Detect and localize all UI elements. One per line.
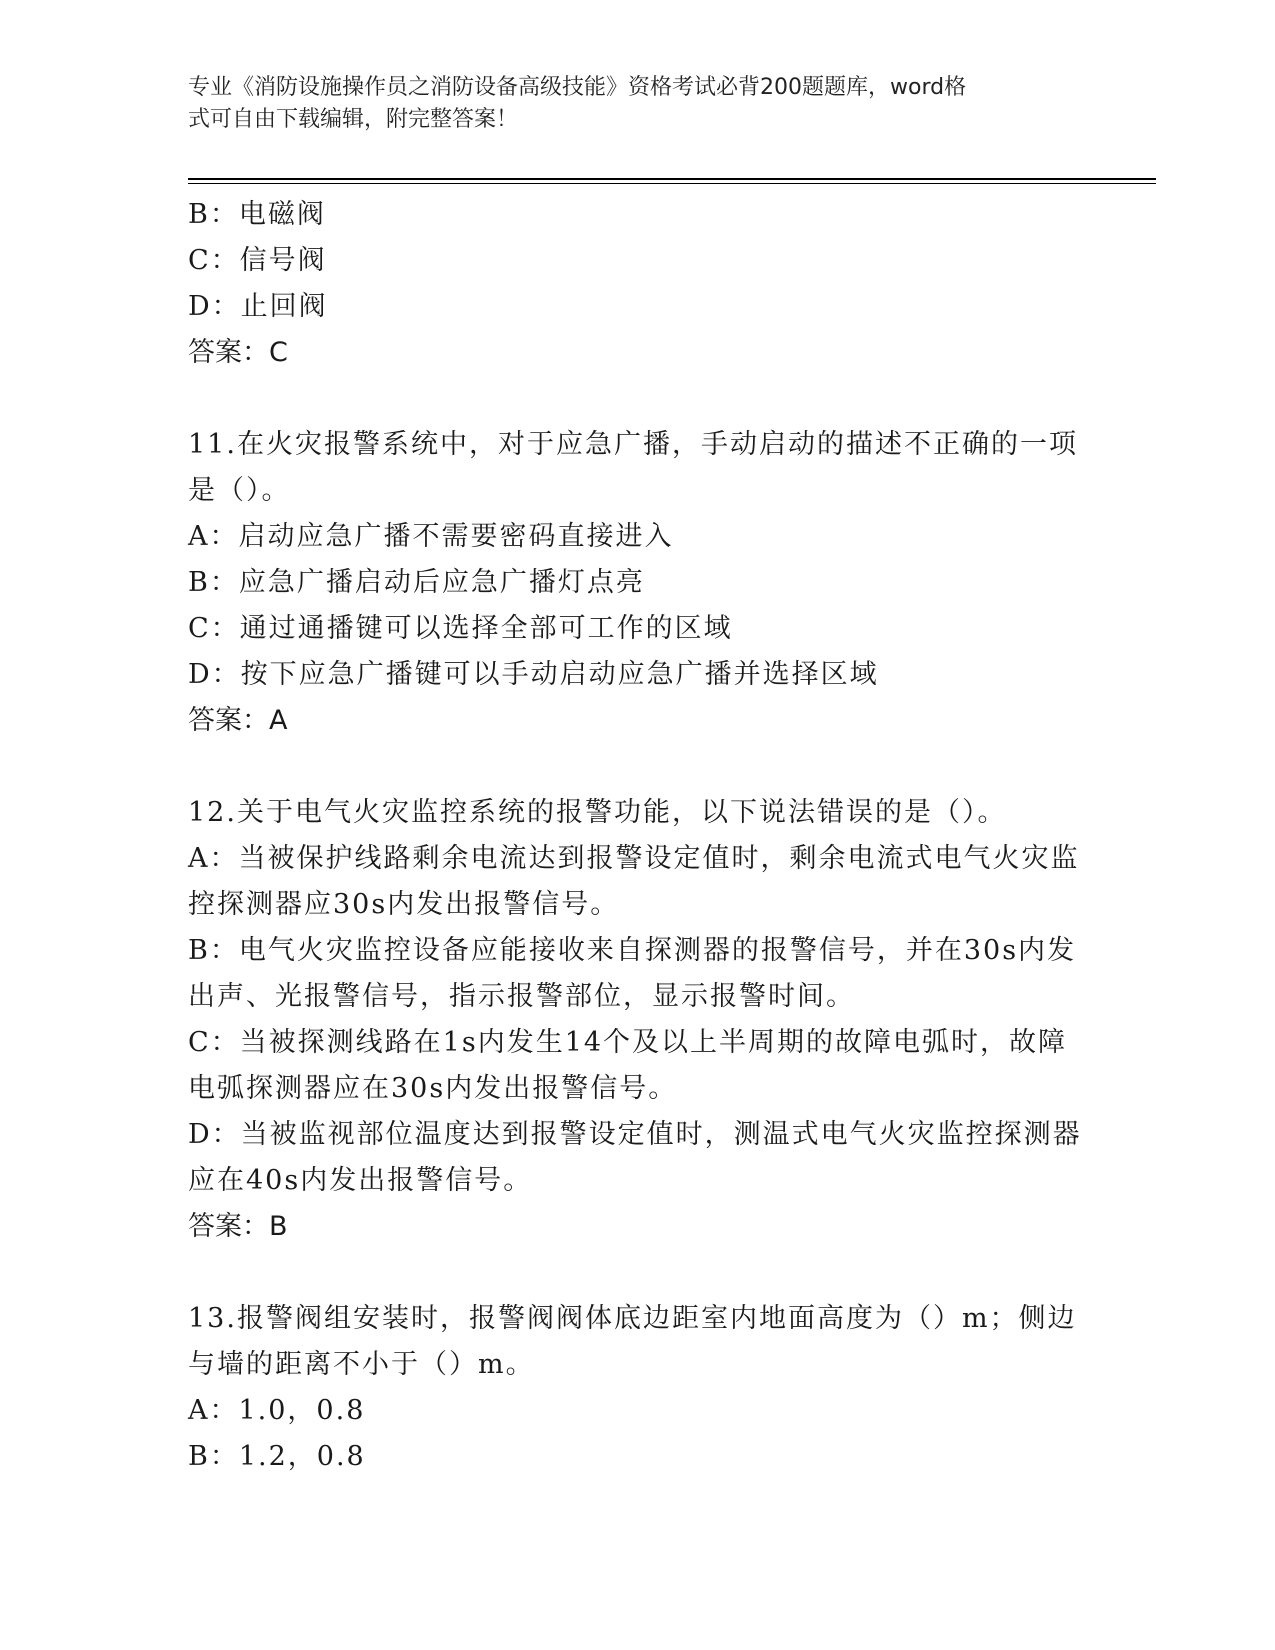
option-a: A：1.0，0.8 (188, 1395, 366, 1426)
header-divider-thick (188, 178, 1156, 180)
question-11 (188, 422, 1078, 744)
option-c: C：信号阀 (188, 245, 327, 276)
option-c-continued: 电弧探测器应在30s内发出报警信号。 (188, 1073, 678, 1104)
option-d: D：止回阀 (188, 291, 328, 322)
option-b: B：电气火灾监控设备应能接收来自探测器的报警信号，并在30s内发 (188, 935, 1077, 966)
question-stem-continued: 是（）。 (188, 475, 291, 506)
option-c: C：当被探测线路在1s内发生14个及以上半周期的故障电弧时，故障 (188, 1027, 1068, 1058)
option-a-continued: 控探测器应30s内发出报警信号。 (188, 889, 620, 920)
answer-line: 答案：A (188, 705, 288, 736)
option-a: A：启动应急广播不需要密码直接进入 (188, 521, 674, 552)
answer-line: 答案：C (188, 337, 288, 368)
question-stem: 13.报警阀组安装时，报警阀阀体底边距室内地面高度为（）m；侧边 (188, 1303, 1077, 1334)
header-divider-thin (188, 183, 1156, 184)
spacer (188, 376, 1078, 422)
option-b: B：1.2，0.8 (188, 1441, 366, 1472)
question-12 (188, 790, 1082, 1250)
option-d: D：按下应急广播键可以手动启动应急广播并选择区域 (188, 659, 879, 690)
spacer (188, 1250, 1078, 1296)
question-13 (188, 1296, 1078, 1480)
option-b: B：电磁阀 (188, 199, 326, 230)
question-stem-continued: 与墙的距离不小于（）m。 (188, 1349, 535, 1380)
document-header (188, 72, 1068, 136)
question-stem: 11.在火灾报警系统中，对于应急广播，手动启动的描述不正确的一项 (188, 429, 1078, 460)
option-d-continued: 应在40s内发出报警信号。 (188, 1165, 533, 1196)
question-10-tail (188, 192, 1078, 376)
header-line-1: 专业《消防设施操作员之消防设备高级技能》资格考试必背200题题库，word格 (188, 75, 967, 100)
option-d: D：当被监视部位温度达到报警设定值时，测温式电气火灾监控探测器 (188, 1119, 1082, 1150)
answer-line: 答案：B (188, 1211, 288, 1242)
question-stem: 12.关于电气火灾监控系统的报警功能，以下说法错误的是（）。 (188, 797, 1007, 828)
spacer (188, 744, 1078, 790)
option-b-continued: 出声、光报警信号，指示报警部位，显示报警时间。 (188, 981, 855, 1012)
question-content (188, 192, 1082, 1480)
option-b: B：应急广播启动后应急广播灯点亮 (188, 567, 645, 598)
option-a: A：当被保护线路剩余电流达到报警设定值时，剩余电流式电气火灾监 (188, 843, 1080, 874)
header-line-2: 式可自由下载编辑，附完整答案！ (188, 107, 519, 132)
option-c: C：通过通播键可以选择全部可工作的区域 (188, 613, 733, 644)
